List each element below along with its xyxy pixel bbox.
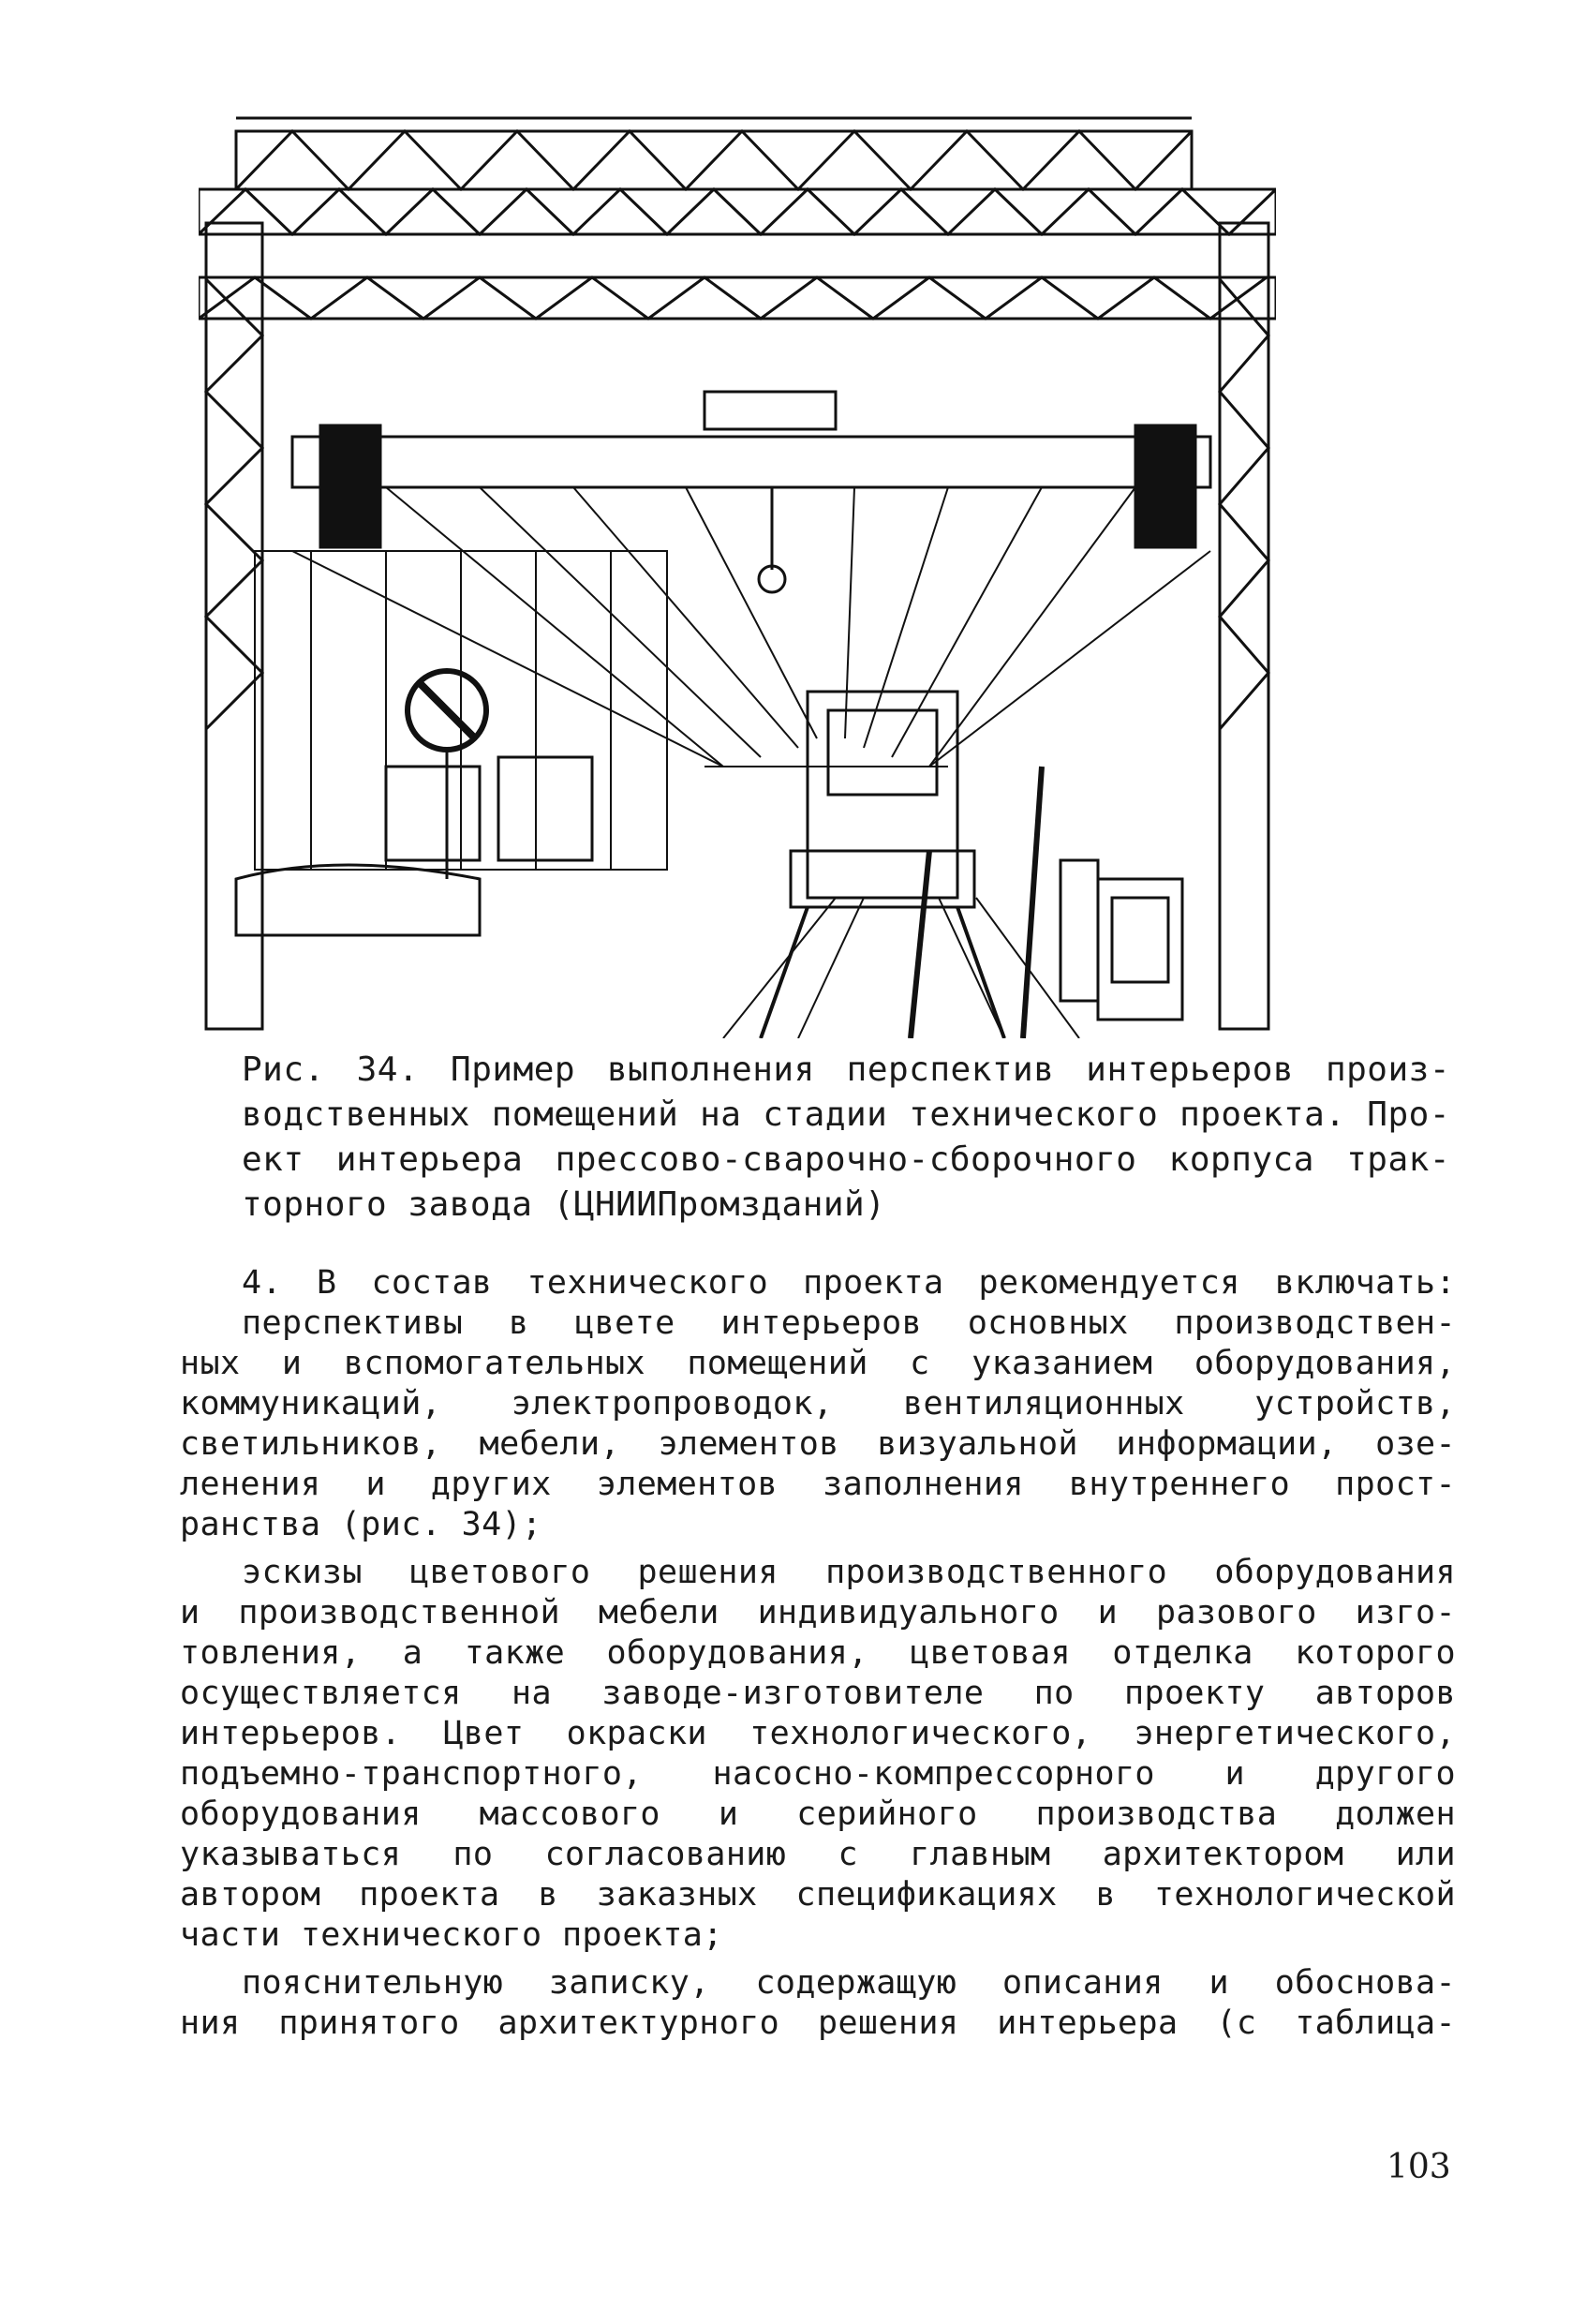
text-line: оборудования массового и серийного производства должен — [180, 1795, 1456, 1833]
text-line: и производственной мебели индивидуального и разового изго- — [180, 1594, 1456, 1631]
no-smoking-sign-icon — [408, 671, 486, 879]
text-line: эскизы цветового решения производственного оборудования — [242, 1554, 1456, 1591]
text-line: части технического проекта; — [180, 1916, 723, 1954]
text-line: пояснительную записку, содержащую описания и обоснова- — [242, 1964, 1456, 2002]
figure-caption — [242, 1048, 1450, 1228]
text-line: интерьеров. Цвет окраски технологического, энергетического, — [180, 1715, 1456, 1752]
figure-illustration — [199, 111, 1276, 1038]
text-line: ных и вспомогательных помещений с указанием оборудования, — [180, 1345, 1456, 1382]
text-line: коммуникаций, электропроводок, вентиляционных устройств, — [180, 1385, 1456, 1423]
tractor-assembly-line — [236, 692, 1042, 1038]
caption-line: водственных помещений на стадии технического проекта. Про- — [242, 1095, 1450, 1134]
paragraph-2 — [180, 1553, 1456, 1956]
text-line: товления, а также оборудования, цветовая отделка которого — [180, 1634, 1456, 1672]
caption-line: ект интерьера прессово-сварочно-сборочного корпуса трак- — [242, 1140, 1450, 1179]
page-number: 103 — [1387, 2148, 1451, 2186]
text-line: автором проекта в заказных спецификациях в технологической — [180, 1876, 1456, 1914]
paragraph-3 — [180, 1963, 1456, 2044]
text-line: указываться по согласованию с главным архитектором или — [180, 1836, 1456, 1873]
roof-truss — [199, 118, 1276, 319]
overhead-crane — [292, 392, 1210, 592]
perspective-lines — [292, 487, 1210, 767]
text-line: ленения и других элементов заполнения внутреннего прост- — [180, 1466, 1456, 1503]
paragraph-1 — [180, 1263, 1456, 1545]
caption-line: торного завода (ЦНИИПромзданий) — [242, 1185, 886, 1224]
equipment-right — [1060, 860, 1182, 1020]
text-line: светильников, мебели, элементов визуальной информации, озе- — [180, 1425, 1456, 1463]
text-line: ния принятого архитектурного решения интерьера (с таблица- — [180, 2004, 1456, 2042]
text-line: подъемно-транспортного, насосно-компрессорного и другого — [180, 1755, 1456, 1793]
left-wall — [255, 551, 667, 870]
caption-line: Рис. 34. Пример выполнения перспектив интерьеров произ- — [242, 1050, 1450, 1089]
body-text — [180, 1263, 1456, 2051]
text-line: 4. В состав технического проекта рекомендуется включать: — [242, 1264, 1456, 1302]
text-line: ранства (рис. 34); — [180, 1506, 542, 1543]
text-line: осуществляется на заводе-изготовителе по проекту авторов — [180, 1675, 1456, 1712]
text-line: перспективы в цвете интерьеров основных производствен- — [242, 1304, 1456, 1342]
columns — [206, 223, 1268, 1029]
